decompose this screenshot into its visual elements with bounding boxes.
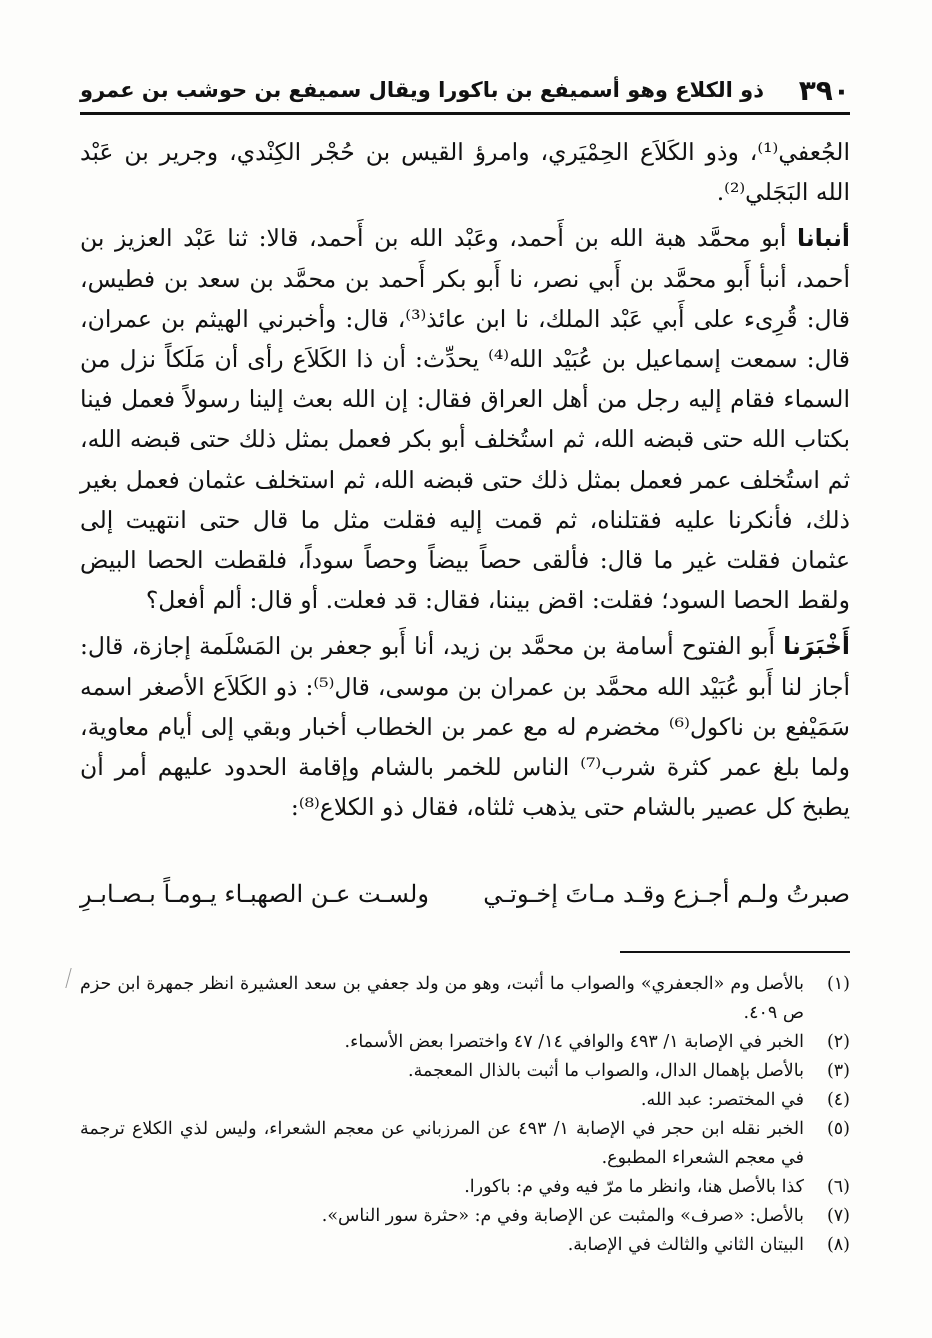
footnote-7 — [80, 1202, 850, 1231]
footnote-text: بالأصل وم «الجعفري» والصواب ما أثبت، وهو من ولد جعفي بن سعد العشيرة انظر جمهرة ابن حزم ص ٤٠٩. — [80, 974, 804, 1023]
footnote-8 — [80, 1231, 850, 1260]
poem-first-hemistich: صبرتُ ولـم أجـزع وقـد مـاتَ إخـوتـي — [483, 880, 850, 908]
footnote-4 — [80, 1086, 850, 1115]
page-header — [80, 70, 850, 110]
footnote-1 — [80, 970, 850, 1028]
footnote-number: (١) — [826, 974, 850, 994]
running-title: ذو الكلاع وهو أسميفع بن باكورا ويقال سميفع بن حوشب بن عمرو — [80, 78, 765, 102]
paragraph-text: أبو محمَّد هبة الله بن أَحمد، وعَبْد الله بن أَحمد، قالا: ثنا عَبْد العزيز بن أحمد، أنبأ أَبو محمَّد بن أَبي نصر، نا أَبو بكر أَحمد بن محمَّد بن سعد بن فطيس، قال: قُرِىء على أَبي عَبْد الملك، نا ابن عائذ⁽³⁾، قال: وأخبرني الهيثم بن عمران، قال: سمعت إسماعيل بن عُبَيْد الله⁽⁴⁾ يحدِّث: أن ذا الكَلاَع رأى أن مَلَكاً نزل من السماء فقام إليه رجل من أهل العراق فقال: إن الله بعث إلينا رسولاً فعمل فينا بكتاب الله حتى قبضه الله، ثم استُخلف أبو بكر فعمل بمثل ذلك حتى قبضه الله، ثم استُخلف عمر فعمل بمثل ذلك حتى قبضه الله، ثم استخلف عثمان فعمل بغير ذلك، فأنكرنا عليه فقتلناه، ثم قمت إليه فقلت مثل ما قال حتى انتهيت إلى عثمان فقلت غير ما قال: فألقى حصاً بيضاً وحصاً سوداً، فلقطت الحصا البيض ولقط الحصا السود؛ فقلت: اقض بيننا، فقال: قد فعلت. أو قال: ألم أفعل؟ — [80, 224, 851, 615]
page-number: ٣٩٠ — [798, 73, 850, 107]
footnote-number: (٦) — [826, 1177, 850, 1197]
footnote-5 — [80, 1115, 850, 1173]
paragraph-lead: أَخْبَرَنا — [783, 632, 850, 661]
poem-second-hemistich: ولسـت عـن الصهبـاء يـومـاً بـصـابـرِ — [80, 880, 429, 908]
footnote-number: (٧) — [826, 1206, 850, 1226]
footnote-text: الخبر نقله ابن حجر في الإصابة ١/ ٤٩٣ عن المرزباني عن معجم الشعراء، وليس لذي الكلاع ترجمة في معجم الشعراء المطبوع. — [80, 1119, 804, 1168]
paragraph-lead: أنبانا — [797, 224, 850, 253]
footnote-2 — [80, 1028, 850, 1057]
scan-edge-mark — [65, 968, 75, 988]
footnote-text: البيتان الثاني والثالث في الإصابة. — [567, 1235, 804, 1255]
footnote-text: بالأصل: «صرف» والمثبت عن الإصابة وفي م: «حثرة سور الناس». — [321, 1206, 804, 1226]
footnote-text: بالأصل بإهمال الدال، والصواب ما أثبت بالذال المعجمة. — [408, 1061, 804, 1081]
footnotes — [80, 970, 850, 1260]
paragraph-2 — [80, 218, 850, 620]
footnote-separator — [620, 951, 850, 953]
paragraph-3 — [80, 626, 850, 827]
footnote-number: (٣) — [826, 1061, 850, 1081]
footnote-3 — [80, 1057, 850, 1086]
footnote-6 — [80, 1173, 850, 1202]
header-rule — [80, 112, 850, 115]
paragraph-text: الجُعفي⁽¹⁾، وذو الكَلاَع الحِمْيَري، وامرؤ القيس بن حُجْر الكِنْدي، وجرير بن عَبْد الله البَجَلي⁽²⁾. — [80, 138, 850, 207]
footnote-number: (٨) — [826, 1235, 850, 1255]
poem-verse — [80, 880, 850, 936]
footnote-text: في المختصر: عبد الله. — [640, 1090, 804, 1110]
footnote-text: الخبر في الإصابة ١/ ٤٩٣ والوافي ١٤/ ٤٧ واختصرا بعض الأسماء. — [344, 1032, 804, 1052]
footnote-number: (٥) — [826, 1119, 850, 1139]
paragraph-text: أَبو الفتوح أسامة بن محمَّد بن زيد، أنا أَبو جعفر بن المَسْلَمة إجازة، قال: أجاز لنا أَبو عُبَيْد الله محمَّد بن عمران بن موسى، قال⁽⁵⁾: ذو الكَلاَع الأصغر اسمه سَمَيْفع بن ناكول⁽⁶⁾ مخضرم له مع عمر بن الخطاب أخبار وبقي إلى أيام معاوية، ولما بلغ عمر كثرة شرب⁽⁷⁾ الناس للخمر بالشام وإقامة الحدود عليهم أمر أن يطبخ كل عصير بالشام حتى يذهب ثلثاه، فقال ذو الكلاع⁽⁸⁾: — [80, 632, 851, 822]
main-text — [80, 132, 850, 833]
footnote-number: (٢) — [826, 1032, 850, 1052]
footnote-number: (٤) — [826, 1090, 850, 1110]
footnote-text: كذا بالأصل هنا، وانظر ما مرّ فيه وفي م: باكورا. — [464, 1177, 804, 1197]
paragraph-1 — [80, 132, 850, 212]
